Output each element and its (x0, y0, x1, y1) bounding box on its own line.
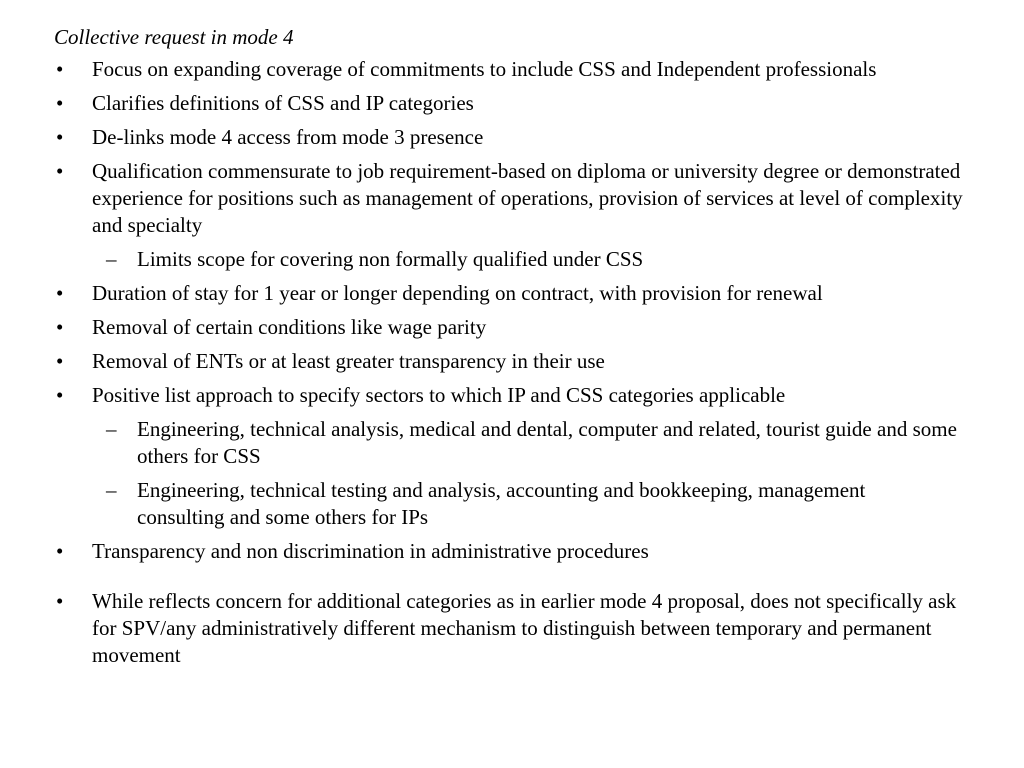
bullet-item (0, 588, 972, 669)
bullet-item (0, 124, 972, 151)
bullet-item (0, 348, 972, 375)
sub-bullet-marker: – (106, 417, 117, 441)
bullet-text: Focus on expanding coverage of commitments to include CSS and Independent professionals (92, 57, 877, 81)
bullet-item (0, 314, 972, 341)
slide-title: Collective request in mode 4 (54, 25, 294, 49)
sub-bullet-item (0, 246, 957, 273)
bullet-text: Transparency and non discrimination in administrative procedures (92, 539, 649, 563)
sub-bullet-item (0, 477, 957, 531)
bullet-marker: • (56, 383, 64, 407)
bullet-item (0, 382, 972, 409)
sub-bullet-text: Engineering, technical testing and analysis, accounting and bookkeeping, management consulting and some others for IPs (137, 478, 866, 529)
bullet-marker: • (56, 91, 64, 115)
bullet-marker: • (56, 349, 64, 373)
bullet-marker: • (56, 539, 64, 563)
sub-bullet-marker: – (106, 247, 117, 271)
bullet-text: Qualification commensurate to job requirement-based on diploma or university degree or demonstrated experience for positions such as management of operations, provision of services at level of complexity and specialty (92, 159, 963, 237)
bullet-marker: • (56, 57, 64, 81)
bullet-text: Clarifies definitions of CSS and IP categories (92, 91, 474, 115)
bullet-item (0, 90, 972, 117)
bullet-list (0, 56, 1024, 676)
sub-bullet-item (0, 416, 957, 470)
bullet-text: While reflects concern for additional categories as in earlier mode 4 proposal, does not specifically ask for SPV/any administratively different mechanism to distinguish between temporary and permanent movement (92, 589, 957, 667)
bullet-marker: • (56, 159, 64, 183)
bullet-text: Removal of ENTs or at least greater transparency in their use (92, 349, 605, 373)
bullet-text: Positive list approach to specify sectors to which IP and CSS categories applicable (92, 383, 786, 407)
bullet-text: Removal of certain conditions like wage parity (92, 315, 487, 339)
bullet-item (0, 158, 972, 239)
bullet-item (0, 280, 972, 307)
bullet-marker: • (56, 281, 64, 305)
sub-bullet-text: Engineering, technical analysis, medical and dental, computer and related, tourist guide and some others for CSS (137, 417, 957, 468)
bullet-text: Duration of stay for 1 year or longer depending on contract, with provision for renewal (92, 281, 823, 305)
bullet-item (0, 56, 972, 83)
bullet-marker: • (56, 589, 64, 613)
sub-bullet-text: Limits scope for covering non formally qualified under CSS (137, 247, 644, 271)
bullet-text: De-links mode 4 access from mode 3 presence (92, 125, 484, 149)
bullet-marker: • (56, 125, 64, 149)
bullet-item (0, 538, 972, 565)
bullet-marker: • (56, 315, 64, 339)
sub-bullet-marker: – (106, 478, 117, 502)
